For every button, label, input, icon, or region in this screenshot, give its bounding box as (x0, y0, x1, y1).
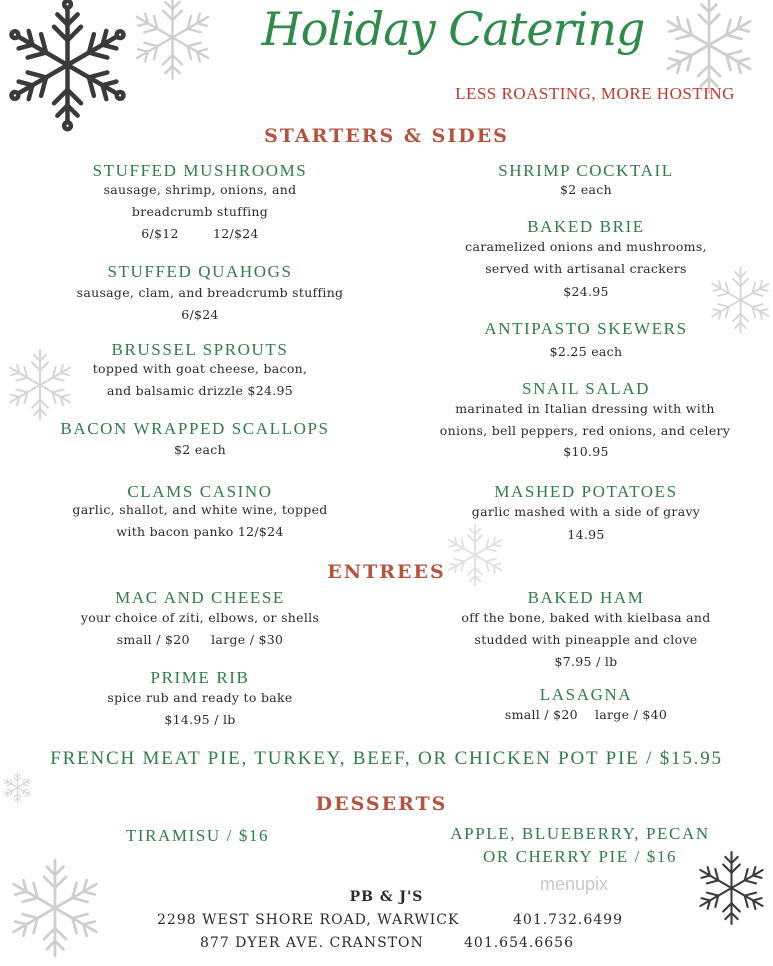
snowflake-icon (0, 0, 135, 135)
menu-item-desc: and balsamic drizzle $24.95 (107, 383, 293, 398)
menu-item-price: 6/$12 12/$24 (141, 226, 259, 241)
menu-item-name: BRUSSEL SPROUTS (111, 340, 289, 359)
menu-item-price: $14.95 / lb (164, 712, 236, 727)
address-warwick: 2298 WEST SHORE ROAD, WARWICK (157, 912, 460, 928)
menu-item-name: OR CHERRY PIE / $16 (482, 847, 678, 866)
menu-item-name: CLAMS CASINO (127, 482, 273, 501)
menu-item-price: $2 each (174, 442, 226, 457)
menu-item-desc: onions, bell peppers, red onions, and celery (439, 423, 731, 438)
menu-item-name: MAC AND CHEESE (115, 588, 285, 607)
menu-item-name: ANTIPASTO SKEWERS (484, 319, 688, 338)
menu-item-name: STUFFED QUAHOGS (107, 262, 293, 281)
page-title: Holiday Catering (261, 2, 645, 56)
menu-item-desc: garlic mashed with a side of gravy (471, 504, 701, 519)
menu-item-name: PRIME RIB (150, 668, 250, 687)
menu-item-name: BACON WRAPPED SCALLOPS (60, 419, 330, 438)
menu-item-name: SNAIL SALAD (522, 379, 650, 398)
menu-item-desc: served with artisanal crackers (485, 261, 687, 276)
menu-item-price: 6/$24 (181, 307, 219, 322)
menu-item-desc: sausage, clam, and breadcrumb stuffing (76, 285, 344, 300)
menu-item-desc: your choice of ziti, elbows, or shells (80, 610, 320, 625)
snowflake-icon (125, 0, 220, 85)
menu-item-price: $24.95 (563, 284, 609, 299)
address-cranston: 877 DYER AVE. CRANSTON (200, 935, 424, 951)
pot-pie-line: FRENCH MEAT PIE, TURKEY, BEEF, OR CHICKEN POT PIE / $15.95 (50, 748, 723, 769)
menu-item-price: small / $20 large / $30 (116, 632, 284, 647)
menu-item-name: APPLE, BLUEBERRY, PECAN (450, 824, 710, 843)
menu-item-desc: topped with goat cheese, bacon, (92, 361, 308, 376)
menu-item-name: BAKED HAM (527, 588, 645, 607)
menu-item-desc: sausage, shrimp, onions, and (103, 182, 297, 197)
menu-item-name: TIRAMISU / $16 (125, 826, 270, 845)
menu-item-name: SHRIMP COCKTAIL (498, 161, 674, 180)
menu-item-desc: caramelized onions and mushrooms, (465, 239, 707, 254)
menu-item-name: BAKED BRIE (527, 217, 645, 236)
menu-item-price: 14.95 (567, 527, 605, 542)
watermark: menupix (540, 874, 609, 894)
menu-item-name: STUFFED MUSHROOMS (92, 161, 308, 180)
phone-cranston: 401.654.6656 (464, 935, 574, 951)
section-heading-desserts: DESSERTS (315, 793, 448, 815)
menu-item-desc: breadcrumb stuffing (131, 204, 269, 219)
menu-item-desc: off the bone, baked with kielbasa and (461, 610, 711, 625)
business-name: PB & J'S (349, 889, 424, 905)
menu-item-desc: with bacon panko 12/$24 (116, 524, 284, 539)
menu-item-price: $2.25 each (549, 344, 623, 359)
menu-item-price: small / $20 large / $40 (504, 707, 668, 722)
section-heading-entrees: ENTREES (327, 561, 446, 583)
menu-item-price: $7.95 / lb (554, 654, 618, 669)
phone-warwick: 401.732.6499 (513, 912, 623, 928)
menu-item-price: $10.95 (563, 444, 609, 459)
menu-item-desc: spice rub and ready to bake (107, 690, 293, 705)
menu-item-desc: studded with pineapple and clove (474, 632, 698, 647)
section-heading-starters: STARTERS & SIDES (264, 125, 509, 147)
menu-item-desc: marinated in Italian dressing with with (455, 401, 715, 416)
menu-item-name: LASAGNA (539, 685, 633, 704)
menu-item-price: $2 each (560, 182, 612, 197)
tagline: LESS ROASTING, MORE HOSTING (455, 84, 735, 103)
menu-item-name: MASHED POTATOES (494, 482, 678, 501)
menu-item-desc: garlic, shallot, and white wine, topped (72, 502, 328, 517)
